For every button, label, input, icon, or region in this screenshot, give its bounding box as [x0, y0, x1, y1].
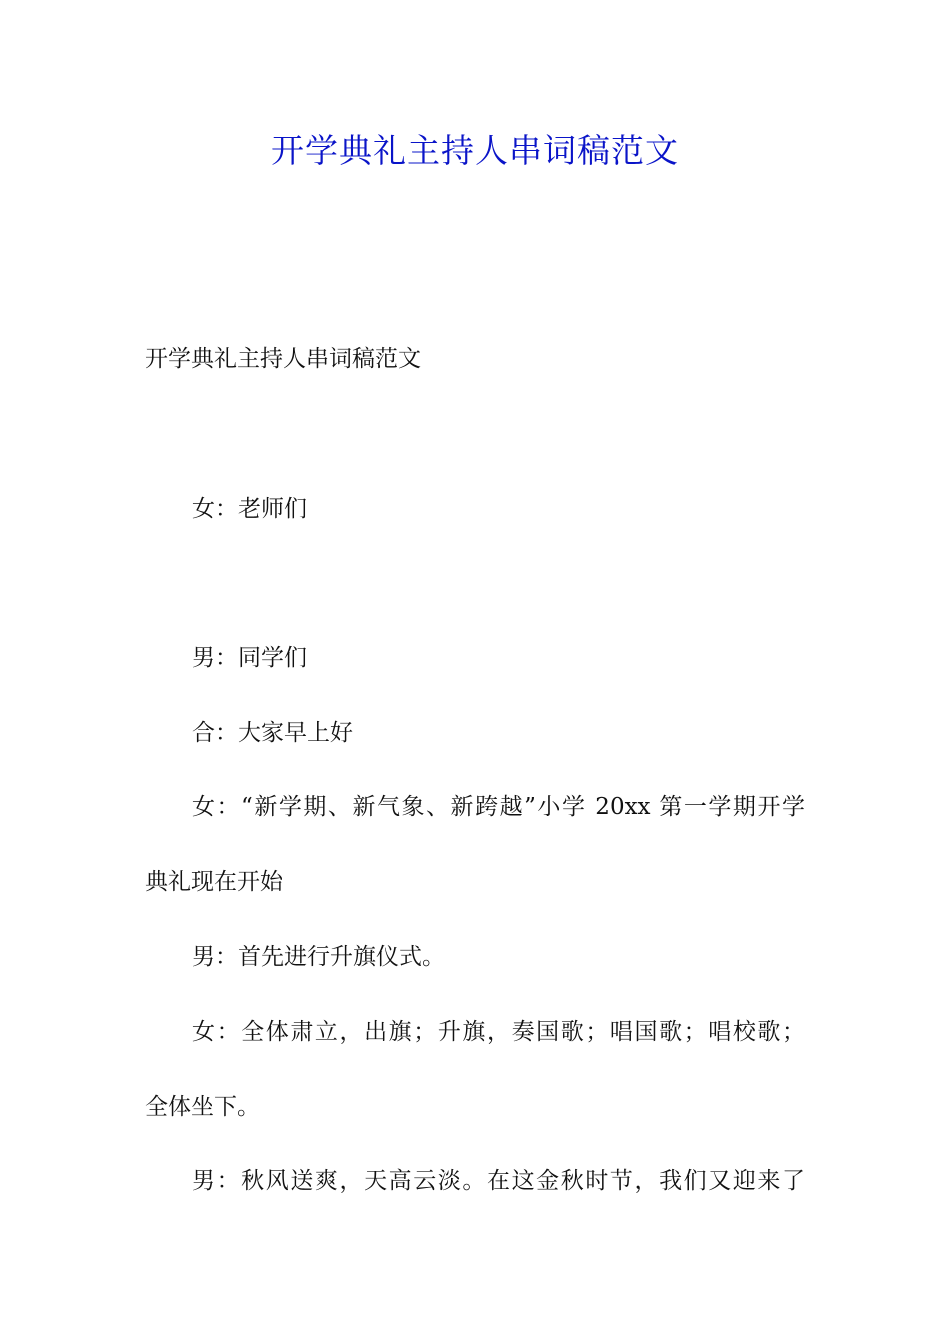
paragraph-line: 合：大家早上好	[192, 720, 353, 746]
paragraph-line: 女：全体肃立，出旗；升旗，奏国歌；唱国歌；唱校歌；	[192, 1019, 805, 1045]
paragraph-line: 女：“新学期、新气象、新跨越”小学 20xx 第一学期开学	[192, 794, 805, 820]
paragraph-line: 典礼现在开始	[145, 869, 283, 895]
paragraph-line: 男：秋风送爽，天高云淡。在这金秋时节，我们又迎来了	[192, 1168, 805, 1194]
document-subtitle: 开学典礼主持人串词稿范文	[145, 346, 421, 372]
paragraph-line: 男：首先进行升旗仪式。	[192, 944, 445, 970]
document-title: 开学典礼主持人串词稿范文	[271, 131, 679, 170]
paragraph-line: 男：同学们	[192, 645, 307, 671]
paragraph-line: 女：老师们	[192, 496, 307, 522]
paragraph-line: 全体坐下。	[145, 1094, 260, 1120]
